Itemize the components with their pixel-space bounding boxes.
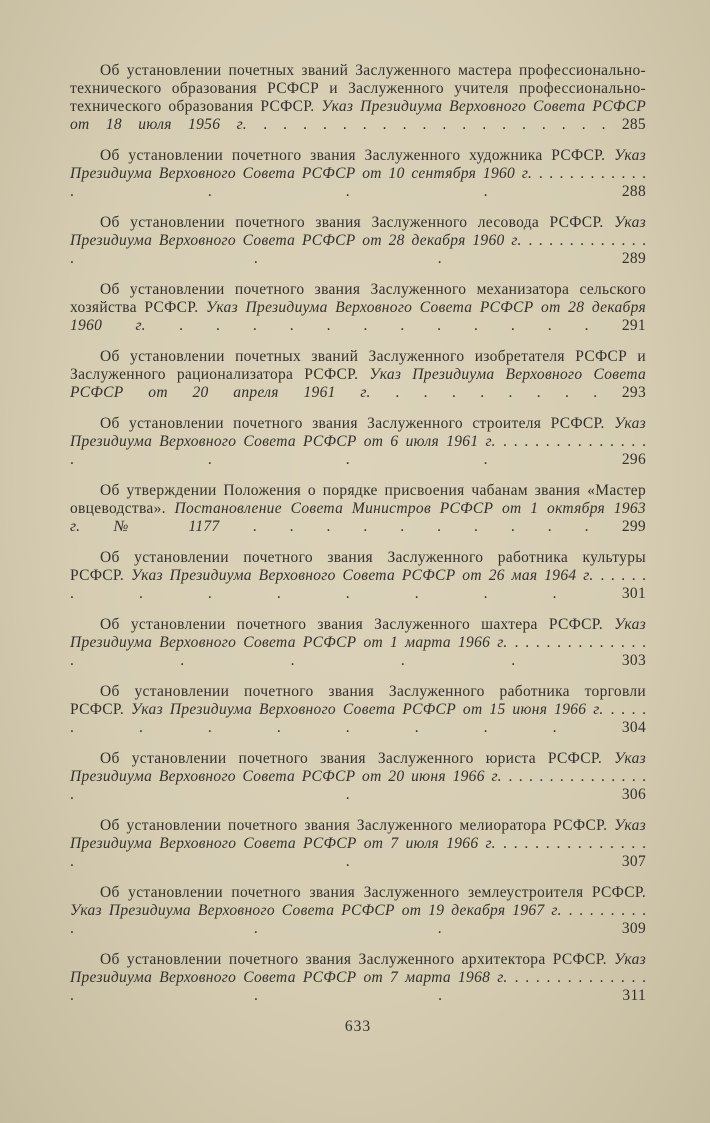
toc-entry-page-number: 296: [621, 451, 646, 468]
toc-list: [70, 62, 646, 1005]
toc-entry-source: Постановление Совета Министров РСФСР от 1 октября 1963 г. № 1177: [70, 500, 646, 535]
toc-entry: [70, 281, 646, 335]
toc-entry-page-number: 299: [621, 518, 646, 535]
toc-entry-leader-dots: . . . . . . . . . . . .: [70, 701, 646, 736]
toc-entry-page-number: 304: [621, 719, 646, 736]
toc-entry-page-number: 293: [621, 384, 646, 401]
toc-entry-title: Об установлении почетного звания Заслуженного лесовода РСФСР.: [100, 214, 604, 231]
toc-entry-leader-dots: . . . . . . . . . . . . . . . . . .: [70, 433, 646, 468]
toc-entry-source: Указ Президиума Верховного Совета РСФСР от 7 июля 1966 г.: [70, 817, 646, 852]
toc-entry: [70, 951, 646, 1005]
toc-entry: [70, 549, 646, 603]
toc-entry-page-number: 311: [622, 987, 646, 1004]
toc-entry-leader-dots: . . . . . . . . . . . . . . . . . .: [70, 634, 647, 669]
toc-entry-source: Указ Президиума Верховного Совета РСФСР от 1 марта 1966 г.: [70, 616, 646, 651]
toc-entry-leader-dots: . . . . . . . . . .: [252, 518, 589, 535]
toc-entry-source: Указ Президиума Верховного Совета РСФСР от 6 июля 1961 г.: [70, 415, 646, 450]
toc-entry-source: Указ Президиума Верховного Совета РСФСР от 18 июля 1956 г.: [70, 98, 646, 133]
toc-entry-leader-dots: . . . . . . . .: [395, 384, 598, 401]
toc-entry-title: Об установлении почетного звания Заслуженного работника культуры РСФСР.: [70, 549, 646, 584]
toc-entry: [70, 348, 646, 402]
toc-entry-source: Указ Президиума Верховного Совета РСФСР от 10 сентября 1960 г.: [70, 147, 646, 182]
toc-entry-title: Об утверждении Положения о порядке присвоения чабанам звания «Мастер овцеводства».: [70, 482, 646, 517]
toc-entry: [70, 62, 646, 134]
toc-entry-page-number: 309: [621, 920, 646, 937]
toc-entry-title: Об установлении почетного звания Заслуженного землеустроителя РСФСР.: [100, 884, 646, 901]
toc-entry-page-number: 301: [621, 585, 646, 602]
toc-entry-title: Об установлении почетного звания Заслуженного шахтера РСФСР.: [100, 616, 603, 633]
toc-entry-title: Об установлении почетного звания Заслуженного художника РСФСР.: [100, 147, 606, 164]
toc-entry-title: Об установлении почетных званий Заслуженного изобретателя РСФСР и Заслуженного рационализатора РСФСР.: [70, 348, 646, 383]
toc-entry-source: Указ Президиума Верховного Совета РСФСР от 7 марта 1968 г.: [70, 951, 646, 986]
toc-entry-title: Об установлении почетного звания Заслуженного архитектора РСФСР.: [100, 951, 607, 968]
toc-entry-page-number: 306: [621, 786, 646, 803]
toc-entry: [70, 214, 646, 268]
toc-entry-leader-dots: . . . . . . . . . . . . . . . .: [70, 969, 647, 1004]
toc-entry-title: Об установлении почетного звания Заслуженного работника торговли РСФСР.: [70, 683, 646, 718]
toc-entry-title: Об установлении почетного звания Заслуженного юриста РСФСР.: [100, 750, 603, 767]
toc-entry: [70, 616, 646, 670]
toc-entry-source: Указ Президиума Верховного Совета РСФСР от 19 декабря 1967 г.: [70, 902, 562, 919]
toc-entry-source: Указ Президиума Верховного Совета РСФСР от 28 декабря 1960 г.: [70, 299, 646, 334]
toc-entry-source: Указ Президиума Верховного Совета РСФСР от 20 июня 1966 г.: [70, 750, 646, 785]
toc-entry-leader-dots: . . . . . . . . . . .: [70, 902, 646, 937]
toc-entry: [70, 482, 646, 536]
toc-entry-title: Об установлении почетного звания Заслуженного строителя РСФСР.: [100, 415, 605, 432]
toc-entry-leader-dots: . . . . . . . . . . . . . . .: [70, 232, 646, 267]
toc-entry-title: Об установлении почетного звания Заслуженного мелиоратора РСФСР.: [100, 817, 608, 834]
toc-entry-source: Указ Президиума Верховного Совета РСФСР от 15 июня 1966 г.: [131, 701, 604, 718]
toc-entry-source: Указ Президиума Верховного Совета РСФСР от 28 декабря 1960 г.: [70, 214, 646, 249]
toc-entry-leader-dots: . . . . . . . . . . . . . . . . . .: [263, 116, 606, 133]
toc-entry-page-number: 288: [621, 183, 646, 200]
toc-entry: [70, 750, 646, 804]
toc-entry-leader-dots: . . . . . . . . . . . . .: [70, 567, 646, 602]
page-number-footer: 633: [344, 1018, 372, 1035]
toc-entry: [70, 884, 646, 938]
toc-entry-title: Об установлении почетных званий Заслуженного мастера профессионально-технического образования РСФСР и Заслуженного учителя профессионально-технического образования РСФСР.: [70, 62, 646, 115]
toc-entry-leader-dots: . . . . . . . . . . . . . . . .: [70, 768, 646, 803]
toc-entry: [70, 147, 646, 201]
toc-entry-page-number: 307: [621, 853, 646, 870]
toc-entry: [70, 415, 646, 469]
toc-entry-leader-dots: . . . . . . . . . . . . . . .: [70, 165, 646, 200]
toc-entry-page-number: 285: [621, 116, 646, 133]
toc-entry: [70, 817, 646, 871]
toc-entry-page-number: 303: [621, 652, 646, 669]
toc-entry-title: Об установлении почетного звания Заслуженного механизатора сельского хозяйства РСФСР.: [70, 281, 646, 316]
toc-entry-leader-dots: . . . . . . . . . . . .: [179, 317, 589, 334]
toc-entry-leader-dots: . . . . . . . . . . . . . . . .: [70, 835, 646, 870]
toc-entry-source: Указ Президиума Верховного Совета РСФСР от 20 апреля 1961 г.: [70, 366, 646, 401]
toc-entry-page-number: 291: [621, 317, 646, 334]
toc-entry: [70, 683, 646, 737]
toc-entry-source: Указ Президиума Верховного Совета РСФСР от 26 мая 1964 г.: [130, 567, 594, 584]
toc-entry-page-number: 289: [621, 250, 646, 267]
